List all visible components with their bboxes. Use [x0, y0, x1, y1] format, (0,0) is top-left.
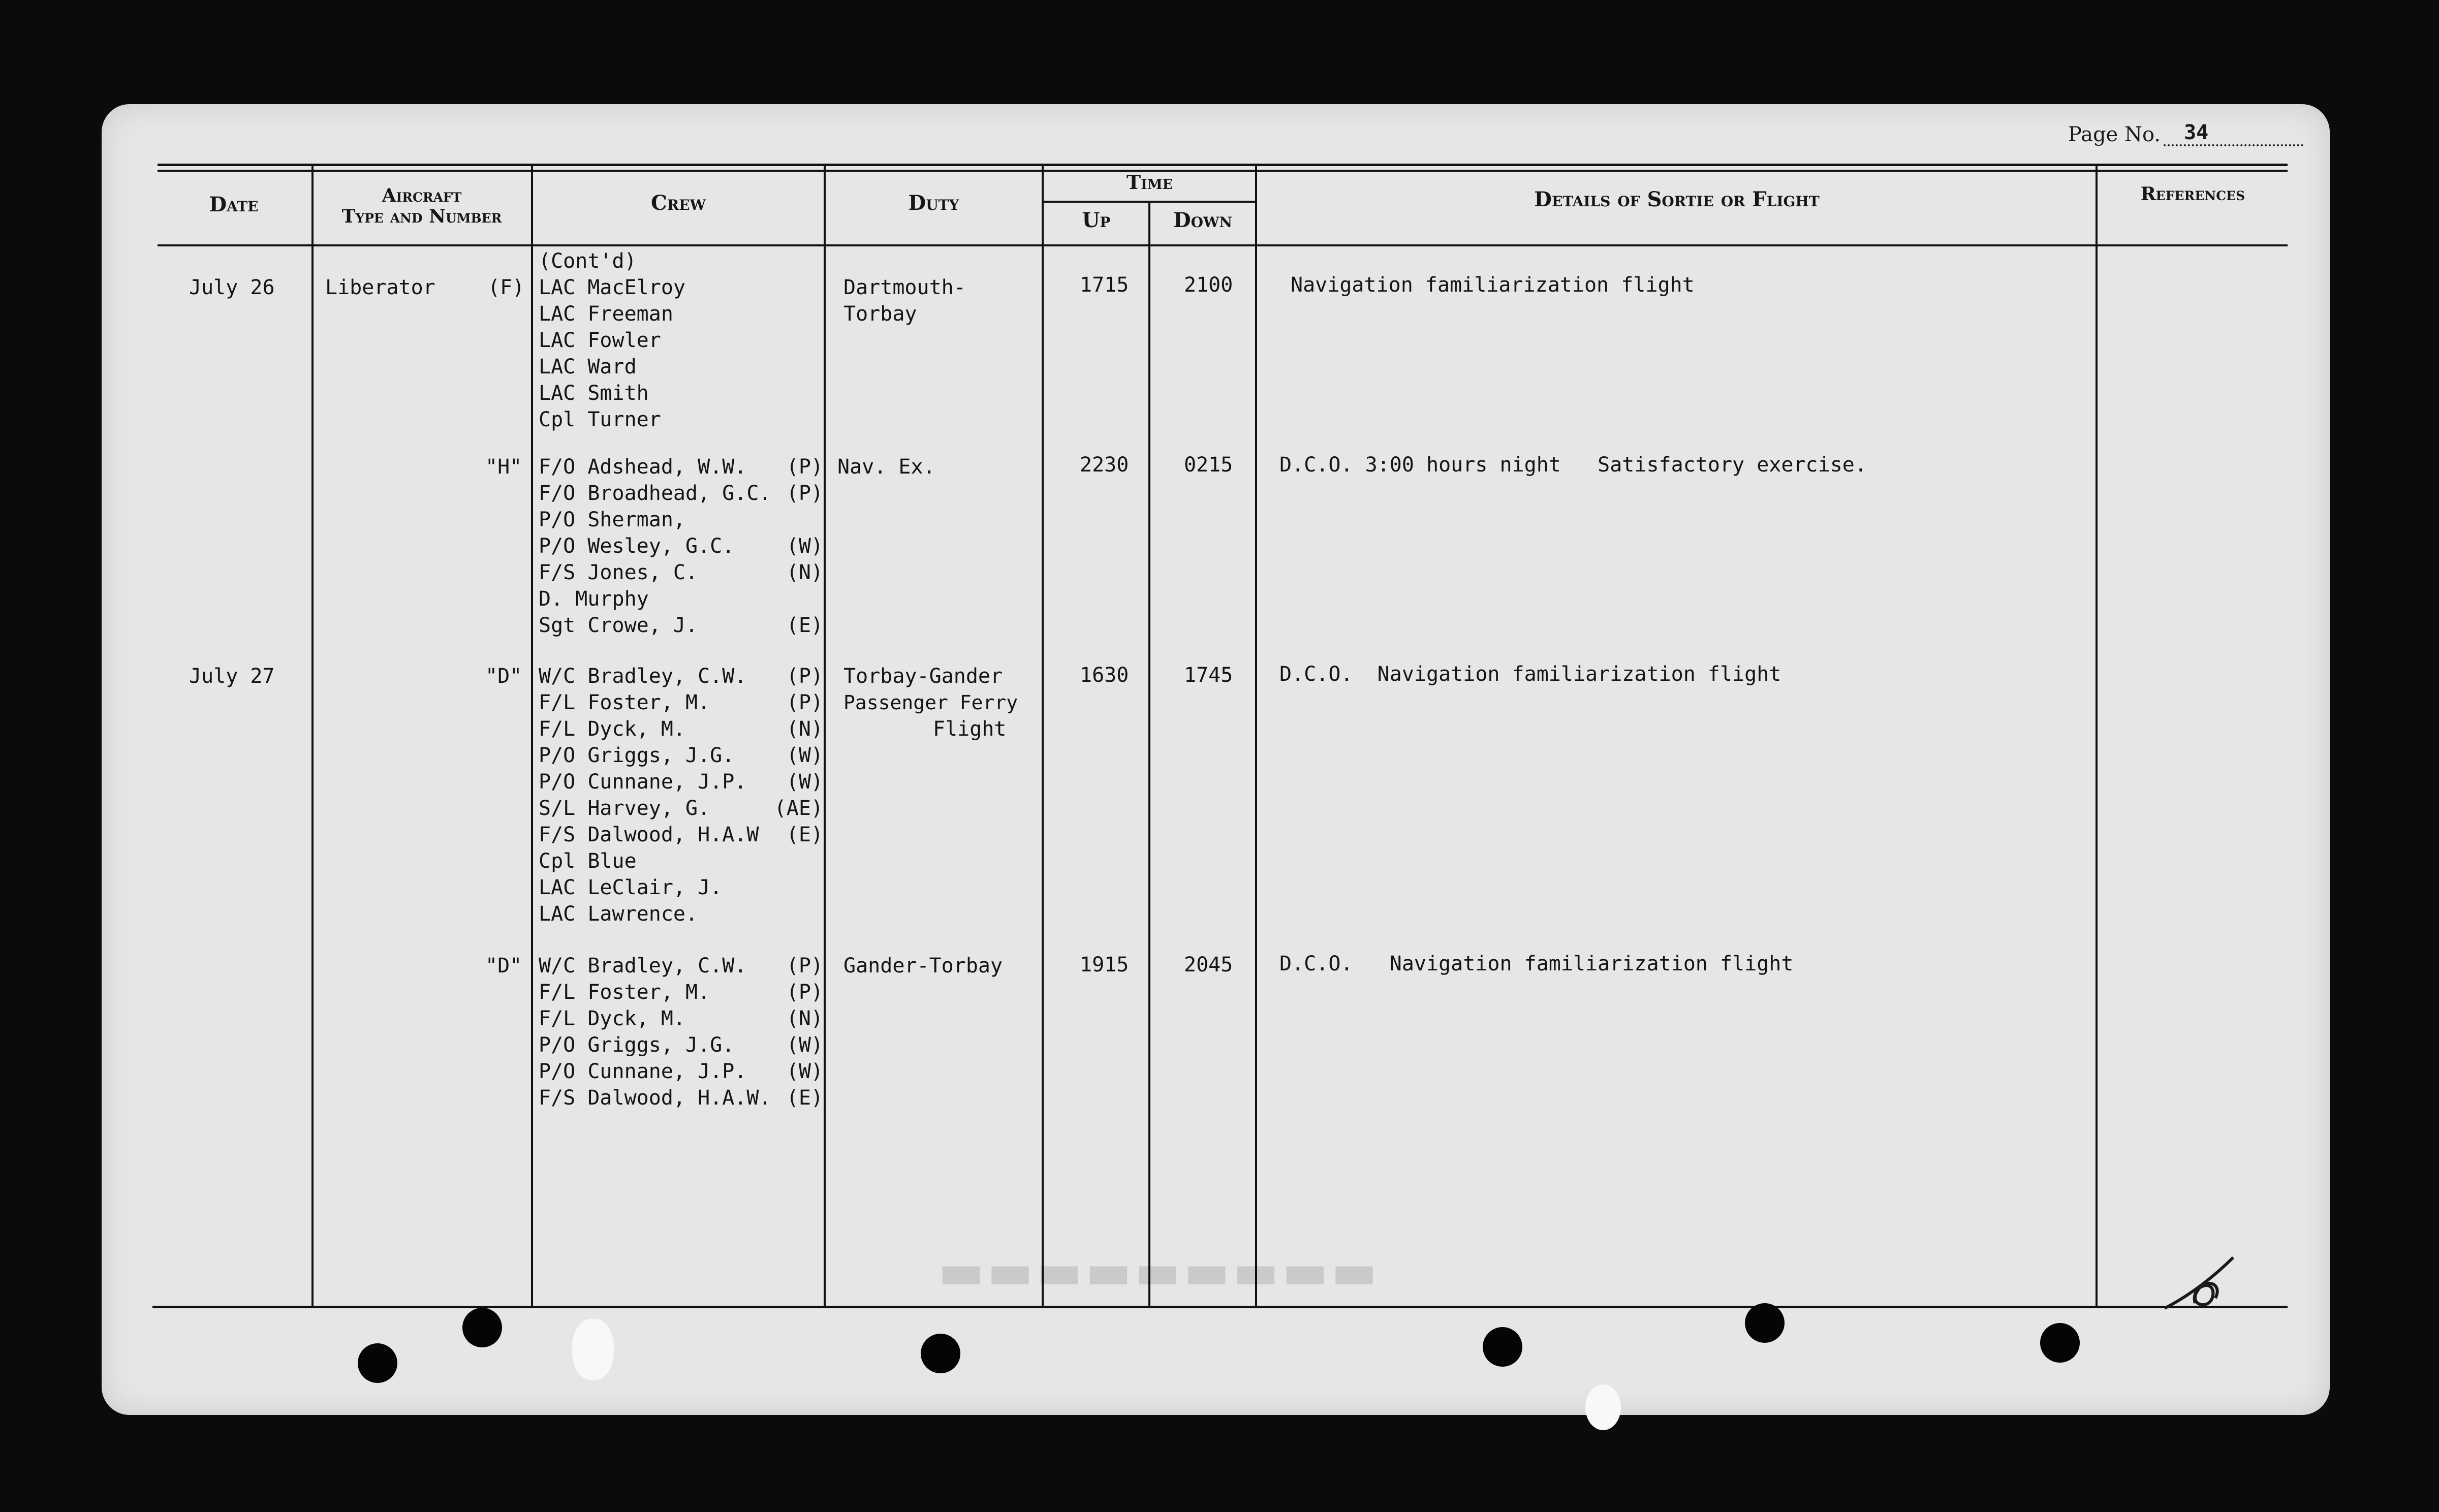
initials-mark [2160, 1255, 2241, 1316]
sortie-details: D.C.O. Navigation familiarization flight [1279, 952, 1794, 975]
crew-member [539, 274, 823, 301]
top-rule [158, 164, 2288, 166]
crew-name: P/O Griggs, J.G. [539, 744, 735, 767]
header-time: Time [1126, 171, 1173, 194]
crew-name: P/O Griggs, J.G. [539, 1033, 735, 1057]
crew-role: (E) [786, 823, 823, 846]
header-aircraft: Aircraft Type and Number [341, 185, 502, 228]
aircraft-number: "D" [485, 665, 522, 688]
crew-member [539, 742, 823, 769]
punch-hole [1745, 1303, 1785, 1343]
bottom-rule [152, 1306, 2288, 1308]
crew-role: (E) [786, 1086, 823, 1110]
crew-role: (W) [786, 744, 823, 767]
crew-name: LAC Smith [539, 382, 649, 405]
crew-role: (E) [786, 614, 823, 637]
crew-member [539, 689, 823, 716]
crew-name: W/C Bradley, C.W. [539, 954, 747, 978]
crew-member [539, 1085, 823, 1111]
crew-name: Cpl Turner [539, 408, 661, 431]
crew-name: D. Murphy [539, 587, 649, 611]
duty-line: Torbay [843, 302, 917, 326]
crew-member [539, 559, 823, 586]
duty-line: Dartmouth- [843, 276, 966, 299]
punch-hole [921, 1334, 960, 1373]
header-duty: Duty [908, 191, 959, 215]
crew-member [539, 1032, 823, 1058]
crew-role: (P) [786, 455, 823, 479]
aircraft-number: (F) [488, 276, 525, 299]
time-down: 2045 [1184, 953, 1233, 976]
crew-name: LAC Ward [539, 355, 637, 379]
header-date: Date [209, 193, 259, 216]
punch-hole [358, 1343, 397, 1383]
crew-role: (W) [786, 770, 823, 794]
col-line-down [1255, 165, 1257, 1308]
crew-member [539, 327, 823, 354]
crew-name: P/O Sherman, [539, 508, 685, 531]
crew-name: F/L Dyck, M. [539, 717, 685, 741]
crew-member [539, 848, 823, 874]
time-up: 2230 [1080, 453, 1129, 477]
time-down: 2100 [1184, 273, 1233, 297]
crew-name: F/O Broadhead, G.C. [539, 482, 771, 505]
punch-hole [1585, 1384, 1621, 1430]
duty-line: Flight [933, 717, 1007, 741]
crew-member [539, 454, 823, 480]
continued-marker: (Cont'd) [539, 249, 637, 273]
aircraft-number: "D" [485, 954, 522, 978]
punch-hole [1483, 1327, 1522, 1367]
header-crew: Crew [651, 191, 706, 215]
crew-member [539, 822, 823, 848]
crew-member [539, 380, 823, 406]
crew-name: LAC MacElroy [539, 276, 685, 299]
time-up: 1630 [1080, 664, 1129, 687]
aircraft-number: "H" [485, 455, 522, 479]
header-rule [158, 244, 2288, 246]
crew-name: LAC Freeman [539, 302, 673, 326]
crew-role: (P) [786, 482, 823, 505]
header-down: Down [1173, 208, 1233, 232]
crew-name: F/L Foster, M. [539, 691, 710, 714]
punch-hole [572, 1319, 614, 1380]
crew-member [539, 979, 823, 1005]
crew-name: LAC LeClair, J. [539, 876, 723, 899]
crew-name: F/S Dalwood, H.A.W. [539, 1086, 771, 1110]
crew-role: (N) [786, 561, 823, 584]
sortie-details: Navigation familiarization flight [1291, 273, 1695, 297]
duty-line: Nav. Ex. [837, 455, 935, 479]
crew-member [539, 716, 823, 742]
entry-date: July 26 [189, 276, 275, 299]
crew-name: P/O Cunnane, J.P. [539, 1060, 747, 1083]
header-details: Details of Sortie or Flight [1534, 187, 1820, 211]
crew-member [539, 406, 823, 433]
crew-role: (P) [786, 954, 823, 978]
record-card [102, 104, 2330, 1415]
crew-member [539, 874, 823, 901]
crew-name: LAC Lawrence. [539, 902, 698, 926]
crew-member [539, 769, 823, 795]
crew-role: (W) [786, 1060, 823, 1083]
col-line-date [311, 165, 314, 1308]
crew-member [539, 586, 823, 612]
crew-name: P/O Cunnane, J.P. [539, 770, 747, 794]
duty-line: Torbay-Gander [843, 665, 1003, 688]
page-number-label: Page No. [2068, 123, 2161, 146]
crew-role: (P) [786, 981, 823, 1004]
crew-name: W/C Bradley, C.W. [539, 665, 747, 688]
crew-name: P/O Wesley, G.C. [539, 534, 735, 558]
crew-role: (W) [786, 534, 823, 558]
time-up: 1715 [1080, 273, 1129, 297]
col-line-aircraft [531, 165, 533, 1308]
crew-role: (W) [786, 1033, 823, 1057]
crew-role: (N) [786, 1007, 823, 1030]
punch-hole [2040, 1323, 2080, 1363]
page-number-value: 34 [2164, 121, 2303, 146]
crew-name: Sgt Crowe, J. [539, 614, 698, 637]
crew-name: F/L Foster, M. [539, 981, 710, 1004]
bleed-through-mark: ▬▬▬▬▬▬▬▬▬ [935, 1242, 1378, 1300]
time-down: 0215 [1184, 453, 1233, 477]
crew-member [539, 901, 823, 927]
col-line-details [2096, 165, 2098, 1308]
col-line-up [1148, 202, 1150, 1308]
crew-member [539, 953, 823, 979]
crew-name: F/S Jones, C. [539, 561, 698, 584]
page-number [2068, 121, 2303, 146]
crew-role: (N) [786, 717, 823, 741]
crew-role: (P) [786, 665, 823, 688]
header-references: References [2140, 183, 2245, 205]
entry-date: July 27 [189, 665, 275, 688]
crew-member [539, 480, 823, 507]
time-up: 1915 [1080, 953, 1129, 976]
header-up: Up [1082, 208, 1111, 232]
crew-member [539, 795, 823, 822]
crew-member [539, 354, 823, 380]
time-down: 1745 [1184, 664, 1233, 687]
crew-member [539, 612, 823, 639]
crew-name: F/L Dyck, M. [539, 1007, 685, 1030]
col-line-crew [824, 165, 826, 1308]
crew-member [539, 533, 823, 559]
crew-role: (P) [786, 691, 823, 714]
crew-member [539, 663, 823, 689]
crew-member [539, 1005, 823, 1032]
col-line-duty [1042, 165, 1044, 1308]
crew-name: F/O Adshead, W.W. [539, 455, 747, 479]
duty-line: Gander-Torbay [843, 954, 1003, 978]
crew-member [539, 507, 823, 533]
crew-name: F/S Dalwood, H.A.W [539, 823, 759, 846]
sortie-details: D.C.O. Navigation familiarization flight [1279, 663, 1781, 686]
crew-member [539, 301, 823, 327]
sortie-details: D.C.O. 3:00 hours night Satisfactory exercise. [1279, 453, 1867, 477]
crew-name: Cpl Blue [539, 849, 637, 873]
crew-member [539, 1058, 823, 1085]
crew-name: S/L Harvey, G. [539, 797, 710, 820]
crew-name: LAC Fowler [539, 329, 661, 352]
aircraft-type: Liberator [325, 276, 435, 299]
crew-role: (AE) [774, 797, 823, 820]
duty-line: Passenger Ferry [843, 691, 1018, 714]
punch-hole [462, 1308, 502, 1347]
